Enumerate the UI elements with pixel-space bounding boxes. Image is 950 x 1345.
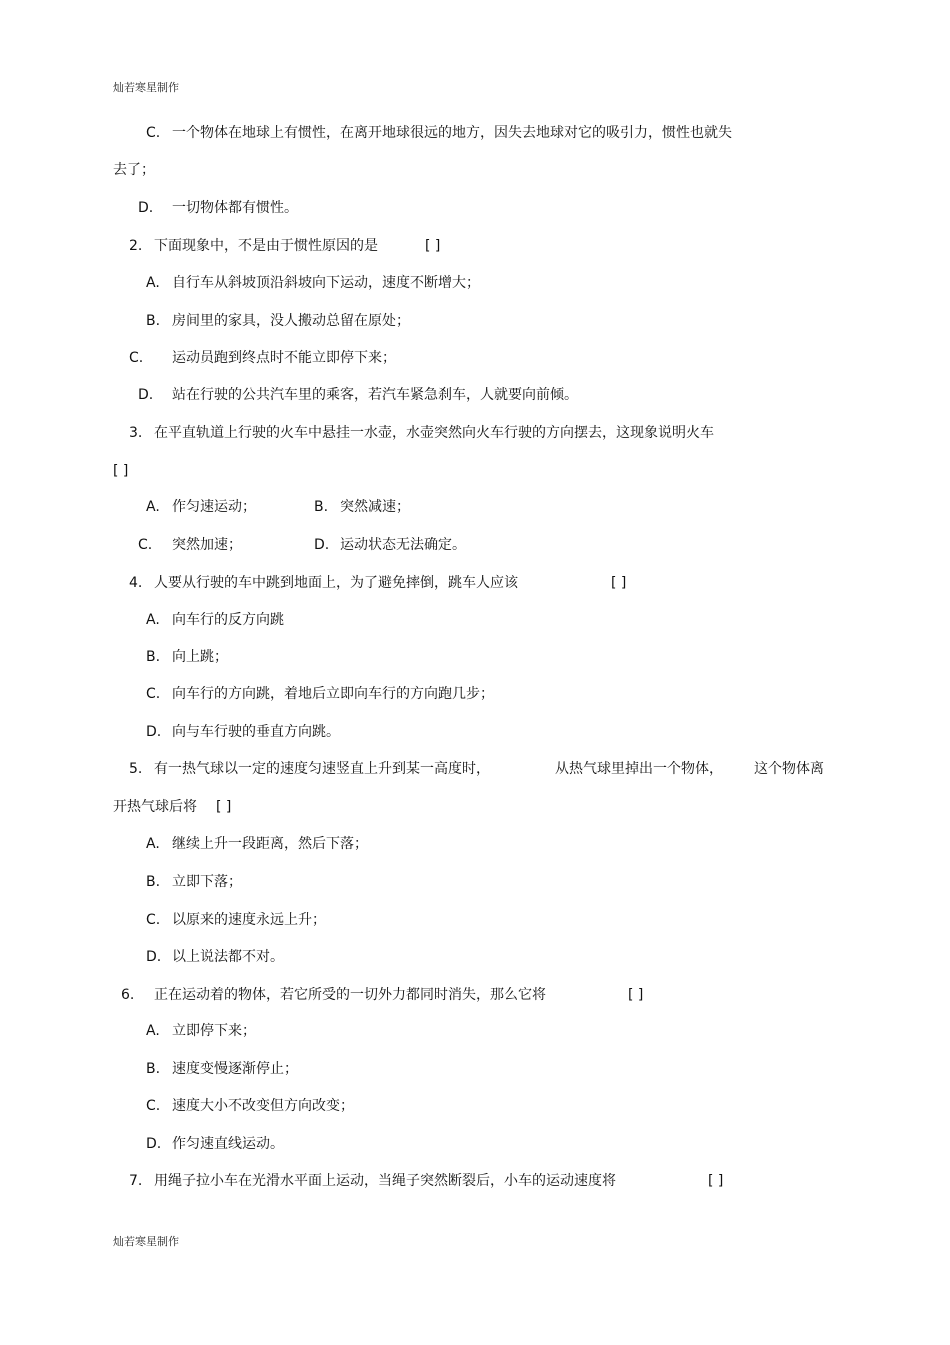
option-text: 向车行的反方向跳 — [172, 612, 284, 628]
option-marker: B. — [146, 313, 161, 329]
option-marker: B. — [146, 649, 161, 665]
question-text: 下面现象中，不是由于惯性原因的是 — [154, 238, 378, 254]
question-number: 6. — [121, 987, 135, 1003]
option-text: 向与车行驶的垂直方向跳。 — [172, 724, 340, 740]
option-marker: A. — [146, 499, 160, 515]
option-text: 一切物体都有惯性。 — [172, 200, 298, 216]
option-text: 运动员跑到终点时不能立即停下来； — [172, 350, 396, 366]
question-text: 正在运动着的物体，若它所受的一切外力都同时消失，那么它将 — [154, 987, 546, 1003]
question-number: 4. — [129, 575, 143, 591]
option-marker: D. — [314, 537, 330, 553]
option-text: 突然加速； — [172, 537, 242, 553]
question-number: 7. — [129, 1173, 143, 1189]
answer-bracket: [ ] — [628, 987, 644, 1003]
answer-bracket: [ ] — [113, 463, 129, 479]
option-text: 立即停下来； — [172, 1023, 256, 1039]
option-text: 站在行驶的公共汽车里的乘客，若汽车紧急刹车，人就要向前倾。 — [172, 387, 578, 403]
option-text: 向上跳； — [172, 649, 228, 665]
option-text: 房间里的家具，没人搬动总留在原处； — [172, 313, 410, 329]
option-text: 继续上升一段距离，然后下落； — [172, 836, 368, 852]
question-text: 有一热气球以一定的速度匀速竖直上升到某一高度时， — [154, 761, 490, 777]
option-text: 向车行的方向跳，着地后立即向车行的方向跑几步； — [172, 686, 494, 702]
option-marker: A. — [146, 836, 160, 852]
option-text: 运动状态无法确定。 — [340, 537, 466, 553]
option-marker: C. — [146, 125, 161, 141]
question-text: 这个物体离 — [754, 761, 824, 777]
option-text-continued: 去了； — [113, 162, 155, 178]
option-marker: A. — [146, 275, 160, 291]
option-text: 突然减速； — [340, 499, 410, 515]
question-number: 3. — [129, 425, 143, 441]
answer-bracket: [ ] — [425, 238, 441, 254]
question-text-continued: 开热气球后将 — [113, 799, 197, 815]
option-marker: A. — [146, 612, 160, 628]
option-text: 以上说法都不对。 — [172, 949, 284, 965]
answer-bracket: [ ] — [216, 799, 232, 815]
option-marker: C. — [146, 1098, 161, 1114]
option-marker: B. — [314, 499, 329, 515]
question-number: 5. — [129, 761, 143, 777]
option-text: 以原来的速度永远上升； — [172, 912, 326, 928]
answer-bracket: [ ] — [708, 1173, 724, 1189]
option-marker: C. — [138, 537, 153, 553]
option-marker: C. — [129, 350, 144, 366]
page-footer: 灿若寒星制作 — [113, 1235, 179, 1248]
page-header: 灿若寒星制作 — [113, 81, 179, 94]
option-text: 作匀速直线运动。 — [172, 1136, 284, 1152]
option-marker: B. — [146, 874, 161, 890]
option-marker: B. — [146, 1061, 161, 1077]
option-marker: D. — [146, 724, 162, 740]
question-text: 在平直轨道上行驶的火车中悬挂一水壶，水壶突然向火车行驶的方向摆去，这现象说明火车 — [154, 425, 714, 441]
option-marker: D. — [138, 200, 154, 216]
question-text: 人要从行驶的车中跳到地面上，为了避免摔倒，跳车人应该 — [154, 575, 518, 591]
question-text: 用绳子拉小车在光滑水平面上运动，当绳子突然断裂后，小车的运动速度将 — [154, 1173, 616, 1189]
question-number: 2. — [129, 238, 143, 254]
option-marker: C. — [146, 686, 161, 702]
option-text: 立即下落； — [172, 874, 242, 890]
option-text: 速度大小不改变但方向改变； — [172, 1098, 354, 1114]
option-text: 作匀速运动； — [172, 499, 256, 515]
option-marker: C. — [146, 912, 161, 928]
option-marker: D. — [146, 1136, 162, 1152]
option-text: 自行车从斜坡顶沿斜坡向下运动，速度不断增大； — [172, 275, 480, 291]
option-marker: D. — [138, 387, 154, 403]
option-text: 一个物体在地球上有惯性，在离开地球很远的地方，因失去地球对它的吸引力，惯性也就失 — [172, 125, 732, 141]
answer-bracket: [ ] — [611, 575, 627, 591]
question-text: 从热气球里掉出一个物体， — [555, 761, 723, 777]
option-text: 速度变慢逐渐停止； — [172, 1061, 298, 1077]
option-marker: D. — [146, 949, 162, 965]
option-marker: A. — [146, 1023, 160, 1039]
